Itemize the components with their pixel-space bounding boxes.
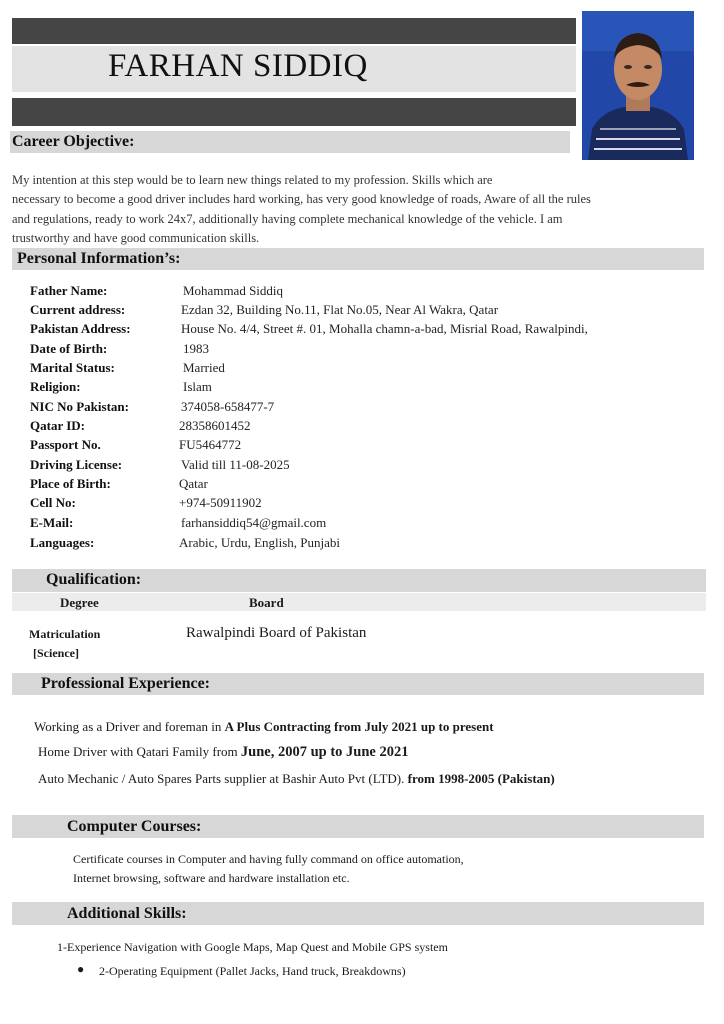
experience-employer-period: June, 2007 up to June 2021 — [240, 744, 409, 760]
section-additional-skills: Additional Skills: — [12, 902, 704, 925]
experience-item — [38, 744, 409, 761]
info-label: Driving License: — [30, 457, 123, 472]
experience-role: Working as a Driver and foreman in — [34, 719, 225, 734]
info-value: Islam — [183, 379, 212, 394]
info-label: Qatar ID: — [30, 418, 86, 433]
info-value: Arabic, Urdu, English, Punjabi — [179, 535, 341, 550]
portrait-image — [582, 11, 694, 160]
courses-line: Certificate courses in Computer and having fully command on office automation, — [73, 852, 464, 866]
info-label: Passport No. — [30, 437, 101, 452]
info-value: 28358601452 — [179, 418, 251, 433]
info-value: +974-50911902 — [179, 495, 262, 510]
column-degree: Degree — [60, 595, 99, 610]
info-label: Father Name: — [30, 283, 108, 298]
experience-item — [38, 771, 555, 787]
skill-item: 1-Experience Navigation with Google Maps, Map Quest and Mobile GPS system — [57, 940, 448, 954]
objective-line: My intention at this step would be to learn new things related to my profession. Skills which are — [12, 173, 493, 187]
degree-name: Matriculation — [29, 627, 101, 641]
info-value: Qatar — [179, 476, 208, 491]
experience-role: Auto Mechanic / Auto Spares Parts supplier at Bashir Auto Pvt (LTD). — [38, 771, 408, 786]
info-label: E-Mail: — [30, 515, 74, 530]
qualification-table-header — [12, 593, 706, 611]
info-label: Place of Birth: — [30, 476, 111, 491]
skill-item: 2-Operating Equipment (Pallet Jacks, Hand truck, Breakdowns) — [99, 964, 406, 978]
objective-line: trustworthy and have good communication skills. — [12, 231, 260, 246]
info-label: Cell No: — [30, 495, 76, 510]
info-value: farhansiddiq54@gmail.com — [181, 515, 327, 530]
info-value: Married — [183, 360, 225, 375]
objective-line: necessary to become a good driver includes hard working, has very good knowledge of roads, Aware of all the rules — [12, 192, 591, 207]
info-label: Religion: — [30, 379, 81, 394]
courses-line: Internet browsing, software and hardware installation etc. — [73, 871, 350, 885]
info-label: Languages: — [30, 535, 95, 550]
section-computer-courses: Computer Courses: — [12, 815, 704, 838]
section-professional-experience: Professional Experience: — [12, 673, 704, 695]
info-value: Ezdan 32, Building No.11, Flat No.05, Near Al Wakra, Qatar — [181, 302, 499, 317]
info-label: Date of Birth: — [30, 341, 108, 356]
info-value: 374058-658477-7 — [181, 399, 275, 414]
profile-photo — [582, 11, 694, 160]
header-top-bar — [12, 18, 576, 44]
bullet-icon: ● — [77, 962, 85, 976]
column-board: Board — [249, 595, 284, 610]
info-label: Pakistan Address: — [30, 321, 131, 336]
info-value: House No. 4/4, Street #. 01, Mohalla chamn-a-bad, Misrial Road, Rawalpindi, — [181, 321, 588, 336]
info-value: 1983 — [183, 341, 209, 356]
info-value: Valid till 11-08-2025 — [181, 457, 290, 472]
header-bottom-bar — [12, 98, 576, 126]
objective-line: and regulations, ready to work 24x7, additionally having complete mechanical knowledge of the vehicle. I am — [12, 211, 563, 226]
career-objective-text — [12, 171, 694, 249]
experience-employer-period: from 1998-2005 (Pakistan) — [407, 771, 555, 786]
degree-stream: [Science] — [33, 646, 79, 660]
candidate-name: FARHAN SIDDIQ — [108, 48, 368, 84]
info-label: Current address: — [30, 302, 126, 317]
experience-employer-period: A Plus Contracting from July 2021 up to present — [224, 719, 494, 734]
section-career-objective: Career Objective: — [10, 131, 570, 153]
section-personal-information: Personal Information’s: — [12, 248, 704, 270]
experience-role: Home Driver with Qatari Family from — [38, 744, 241, 759]
experience-item — [34, 719, 494, 735]
board-name: Rawalpindi Board of Pakistan — [186, 625, 367, 641]
info-label: NIC No Pakistan: — [30, 399, 129, 414]
info-label: Marital Status: — [30, 360, 115, 375]
info-value: Mohammad Siddiq — [183, 283, 284, 298]
section-qualification: Qualification: — [12, 569, 706, 592]
info-value: FU5464772 — [179, 437, 242, 452]
